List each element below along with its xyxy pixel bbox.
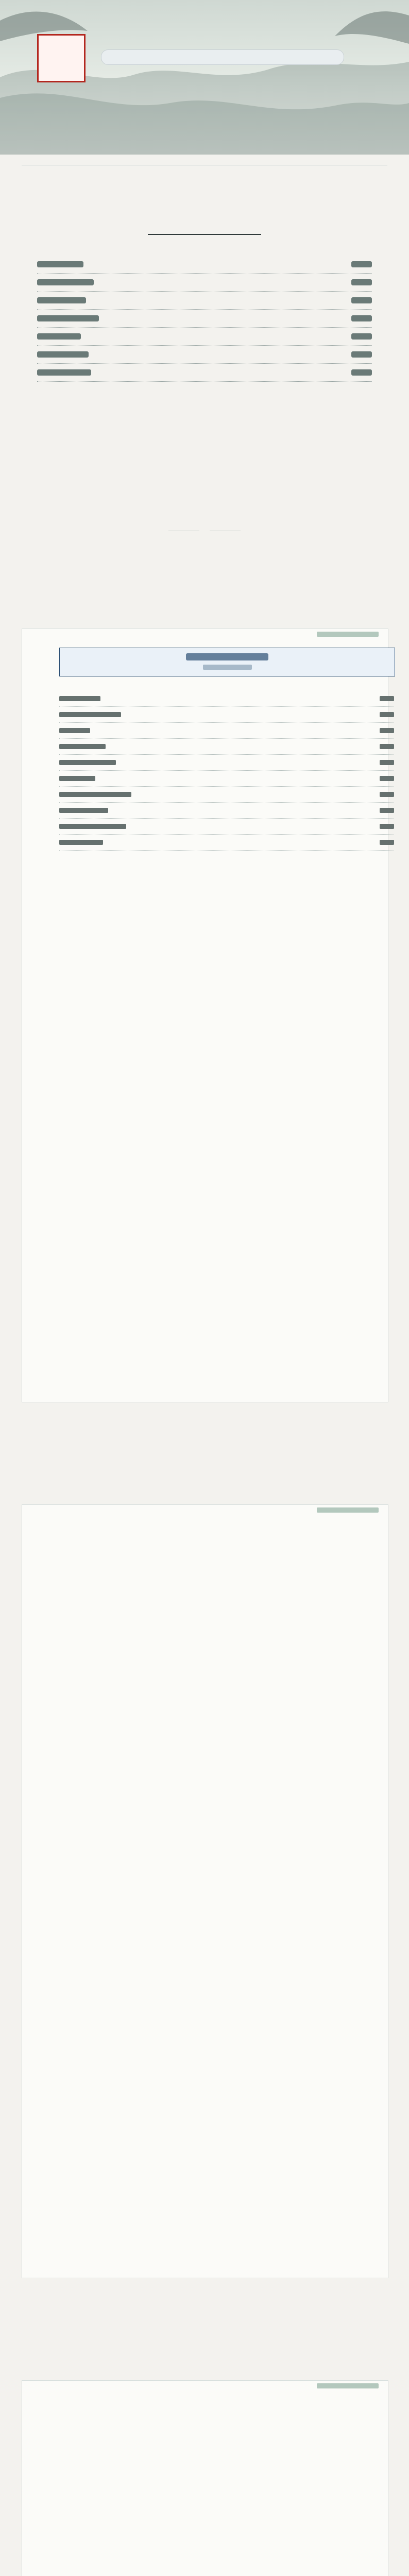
entry-label (59, 808, 108, 813)
banner (0, 0, 409, 155)
toc-row-label (37, 333, 81, 340)
toc-row-label (37, 279, 94, 285)
toc-row-label (37, 351, 89, 358)
sheet-header (22, 2381, 388, 2391)
entry-label (59, 744, 106, 749)
content-sheet (22, 629, 388, 1402)
toc-title (148, 216, 261, 235)
content-sheet (22, 1504, 388, 2278)
seal (37, 34, 86, 82)
entry-label (59, 792, 131, 797)
list-item[interactable] (59, 835, 394, 851)
entry-label (59, 840, 103, 845)
header-stub (317, 632, 379, 637)
toc-row[interactable] (37, 274, 372, 292)
toc-row-page (351, 351, 372, 358)
entry-page (380, 728, 394, 733)
chapter-box (59, 648, 395, 676)
toc-row-page (351, 315, 372, 321)
table-of-contents (37, 216, 372, 382)
entries-list (59, 691, 394, 851)
entry-label (59, 712, 121, 717)
entry-page (380, 760, 394, 765)
toc-row[interactable] (37, 256, 372, 274)
entry-page (380, 792, 394, 797)
header-stub (317, 1507, 379, 1513)
toc-row-page (351, 333, 372, 340)
entry-page (380, 776, 394, 781)
entry-page (380, 824, 394, 829)
banner-title (113, 98, 391, 129)
chapter-title (186, 653, 268, 660)
banner-pill (101, 49, 344, 65)
toc-row-label (37, 315, 99, 321)
list-item[interactable] (59, 755, 394, 771)
entry-page (380, 840, 394, 845)
toc-row-label (37, 261, 83, 267)
list-item[interactable] (59, 691, 394, 707)
entry-page (380, 808, 394, 813)
list-item[interactable] (59, 723, 394, 739)
toc-row[interactable] (37, 310, 372, 328)
list-item[interactable] (59, 787, 394, 803)
list-item[interactable] (59, 803, 394, 819)
content-sheet (22, 2380, 388, 2576)
toc-row[interactable] (37, 292, 372, 310)
entry-label (59, 696, 100, 701)
toc-row-page (351, 297, 372, 303)
toc-row[interactable] (37, 364, 372, 382)
entry-label (59, 824, 126, 829)
toc-row-label (37, 297, 86, 303)
entry-label (59, 760, 116, 765)
toc-row[interactable] (37, 328, 372, 346)
header-stub (317, 2383, 379, 2388)
entry-page (380, 744, 394, 749)
entry-page (380, 696, 394, 701)
entry-label (59, 776, 95, 781)
toc-row-page (351, 279, 372, 285)
chapter-subtitle (203, 665, 252, 670)
toc-row-page (351, 369, 372, 376)
list-item[interactable] (59, 819, 394, 835)
list-item[interactable] (59, 707, 394, 723)
toc-row-label (37, 369, 91, 376)
sheet-header (22, 629, 388, 639)
list-item[interactable] (59, 771, 394, 787)
entry-page (380, 712, 394, 717)
entry-label (59, 728, 90, 733)
toc-row[interactable] (37, 346, 372, 364)
sheet-header (22, 1505, 388, 1515)
toc-row-page (351, 261, 372, 267)
list-item[interactable] (59, 739, 394, 755)
